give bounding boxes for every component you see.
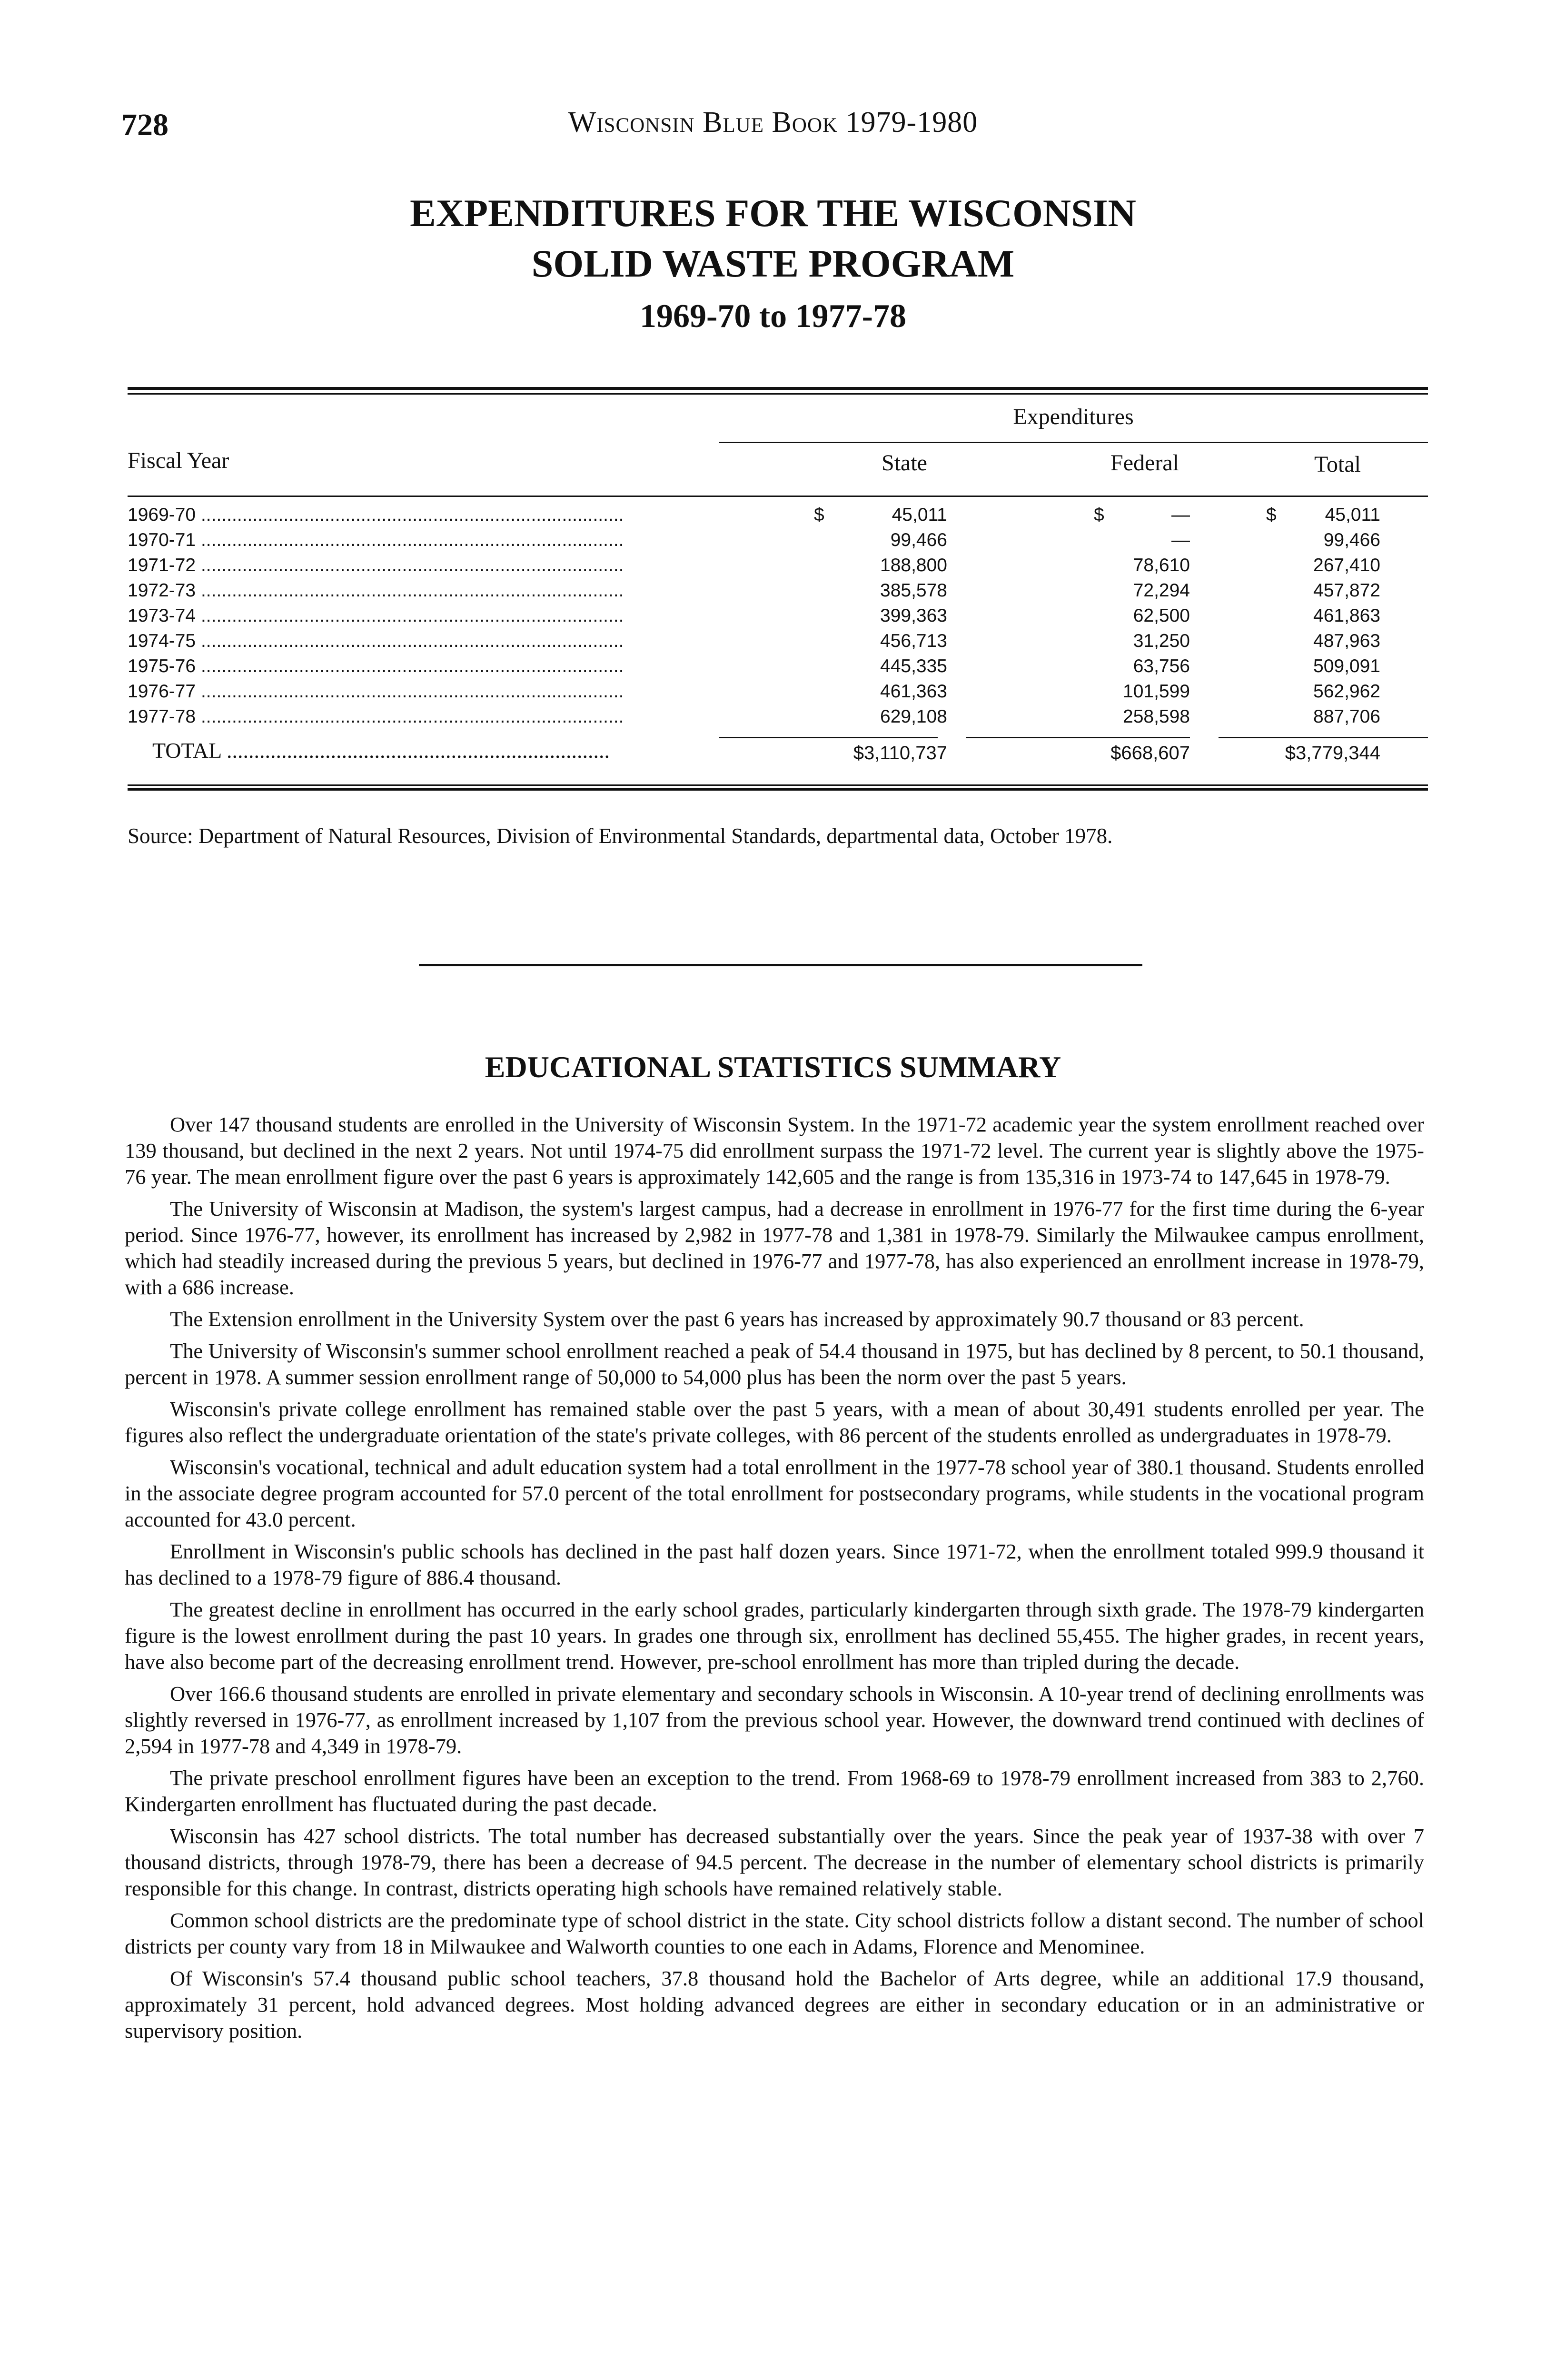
page-number: 728	[121, 108, 168, 142]
year-cell: 1969-70	[128, 505, 196, 525]
state-cell-row	[823, 527, 947, 553]
total-cell: 99,466	[1323, 530, 1380, 550]
federal-total: $668,607	[1110, 743, 1190, 764]
federal-cell: 78,610	[1133, 555, 1190, 575]
total-cell-row	[1266, 628, 1380, 654]
table-row-year: 1970-71 ..................................................................................	[128, 530, 624, 550]
year-cell: 1972-73	[128, 580, 196, 601]
total-dollar-sign: $	[1266, 505, 1277, 525]
total-cell-row	[1266, 679, 1380, 704]
total-cell: 509,091	[1313, 656, 1380, 676]
table-row-year: 1972-73 ..................................................................................	[128, 580, 624, 601]
state-cell-row	[823, 628, 947, 654]
year-cell: 1970-71	[128, 530, 196, 550]
year-cell: 1973-74	[128, 605, 196, 626]
grand-total: $3,779,344	[1285, 743, 1380, 764]
running-title: Wisconsin Blue Book 1979-1980	[568, 106, 978, 139]
state-cell: 45,011	[892, 505, 947, 525]
state-total: $3,110,737	[853, 743, 947, 764]
year-cell: 1975-76	[128, 656, 196, 676]
table-period: 1969-70 to 1977-78	[640, 298, 906, 335]
header-bottom-rule	[128, 496, 1428, 497]
state-column-header: State	[882, 450, 927, 476]
state-cell-row	[823, 654, 947, 679]
section-divider	[419, 964, 1142, 966]
federal-cell: 31,250	[1133, 631, 1190, 651]
federal-cell: —	[1171, 505, 1190, 525]
total-cell: 267,410	[1313, 555, 1380, 575]
state-cell-row	[823, 704, 947, 729]
total-cell-row	[1266, 603, 1380, 628]
total-column-header: Total	[1314, 452, 1361, 477]
total-cell: 461,863	[1313, 605, 1380, 626]
summary-paragraph: Of Wisconsin's 57.4 thousand public school teachers, 37.8 thousand hold the Bachelor of Arts degree, while an additional 17.9 thousand, approximately 31 percent, hold advanced degrees. Most holding advanced degrees are either in secondary education or in an administrative or supervisory position.	[125, 1966, 1424, 2043]
total-cell-row	[1266, 527, 1380, 553]
summary-paragraph: Over 166.6 thousand students are enrolled in private elementary and secondary schools in Wisconsin. A 10-year trend of declining enrollments was slightly reversed in 1976-77, as enrollment increased by 1,107 from the previous school year. However, the downward trend continued with declines of 2,594 in 1977-78 and 4,349 in 1978-79.	[125, 1682, 1424, 1758]
state-cell: 456,713	[880, 631, 947, 651]
federal-cell: 72,294	[1133, 580, 1190, 601]
federal-cell: 63,756	[1133, 656, 1190, 676]
total-row-label: TOTAL ......................................................................	[152, 738, 610, 763]
state-cell: 399,363	[880, 605, 947, 626]
federal-cell-row	[1095, 578, 1190, 603]
federal-cell: 62,500	[1133, 605, 1190, 626]
summary-body	[125, 1111, 1424, 2050]
table-row-year: 1976-77 ..................................................................................	[128, 681, 624, 702]
state-cell: 188,800	[880, 555, 947, 575]
federal-dollar-sign: $	[1094, 505, 1104, 525]
total-cell: 487,963	[1313, 631, 1380, 651]
state-column	[814, 502, 947, 729]
summary-paragraph: The private preschool enrollment figures have been an exception to the trend. From 1968-69 to 1978-79 enrollment increased from 383 to 2,760. Kindergarten enrollment has fluctuated during the past decade.	[125, 1766, 1424, 1816]
table-bottom-rule	[128, 784, 1428, 786]
table-row-year: 1971-72 ..................................................................................	[128, 555, 624, 575]
total-cell: 562,962	[1313, 681, 1380, 702]
year-cell: 1971-72	[128, 555, 196, 575]
source-note: Source: Department of Natural Resources, Division of Environmental Standards, departmental data, October 1978.	[128, 824, 1113, 848]
table-top-rule-thin	[128, 393, 1428, 395]
federal-cell-row	[1095, 679, 1190, 704]
state-cell: 99,466	[890, 530, 947, 550]
table-bottom-rule-thick	[128, 788, 1428, 791]
summary-paragraph: The Extension enrollment in the University System over the past 6 years has increased by approximately 90.7 thousand or 83 percent.	[170, 1307, 1304, 1331]
summary-paragraph: The greatest decline in enrollment has occurred in the early school grades, particularly kindergarten through sixth grade. The 1978-79 kindergarten figure is the lowest enrollment during the past 10 years. In grades one through six, enrollment has declined 55,455. The higher grades, in recent years, have also become part of the decreasing enrollment trend. However, pre-school enrollment has more than tripled during the decade.	[125, 1597, 1424, 1674]
state-cell-row	[814, 502, 947, 527]
total-cell: 457,872	[1313, 580, 1380, 601]
federal-subtotal-rule	[966, 737, 1190, 738]
year-cell: 1977-78	[128, 706, 196, 727]
federal-cell: —	[1171, 530, 1190, 550]
summary-paragraph: Wisconsin has 427 school districts. The total number has decreased substantially over the years. Since the peak year of 1937-38 with over 7 thousand districts, through 1978-79, there has been a decrease of 94.5 percent. The decrease in the number of elementary school districts is primarily responsible for this change. In contrast, districts operating high schools have remained relatively stable.	[125, 1824, 1424, 1900]
table-title	[0, 188, 1546, 289]
state-cell: 461,363	[880, 681, 947, 702]
federal-cell: 101,599	[1123, 681, 1190, 702]
expenditures-group-rule	[719, 442, 1428, 443]
federal-cell-row	[1095, 654, 1190, 679]
state-cell-row	[823, 603, 947, 628]
federal-column	[1095, 502, 1190, 729]
table-top-rule	[128, 387, 1428, 390]
federal-cell-row	[1095, 527, 1190, 553]
table-row-year: 1973-74 ..................................................................................	[128, 605, 624, 626]
summary-paragraph: Common school districts are the predominate type of school district in the state. City school districts follow a distant second. The number of school districts per county vary from 18 in Milwaukee and Walworth counties to one each in Adams, Florence and Menominee.	[125, 1908, 1424, 1958]
federal-column-header: Federal	[1110, 450, 1179, 476]
year-cell: 1974-75	[128, 631, 196, 651]
state-cell: 445,335	[880, 656, 947, 676]
total-cell-row	[1266, 502, 1380, 527]
federal-cell-row	[1095, 502, 1190, 527]
total-cell-row	[1266, 553, 1380, 578]
table-row-year: 1969-70 ..................................................................................	[128, 505, 624, 525]
total-label-text: TOTAL	[152, 738, 221, 763]
summary-paragraph: Wisconsin's private college enrollment has remained stable over the past 5 years, with a mean of about 30,491 students enrolled per year. The figures also reflect the undergraduate orientation of the state's private colleges, with 86 percent of the students enrolled as undergraduates in 1978-79.	[125, 1397, 1424, 1447]
total-subtotal-rule	[1219, 737, 1428, 738]
state-cell-row	[823, 679, 947, 704]
table-row-year: 1975-76 ..................................................................................	[128, 656, 624, 676]
state-cell-row	[823, 553, 947, 578]
federal-cell-row	[1095, 628, 1190, 654]
table-row-year: 1977-78 ..................................................................................	[128, 706, 624, 727]
state-cell: 629,108	[880, 706, 947, 727]
state-subtotal-rule	[719, 737, 938, 738]
federal-cell-row	[1095, 553, 1190, 578]
state-cell: 385,578	[880, 580, 947, 601]
section-title: EDUCATIONAL STATISTICS SUMMARY	[485, 1050, 1061, 1084]
table-row-year: 1974-75 ..................................................................................	[128, 631, 624, 651]
year-cell: 1976-77	[128, 681, 196, 702]
table-title-line-2: SOLID WASTE PROGRAM	[531, 242, 1015, 285]
federal-cell-row	[1095, 603, 1190, 628]
total-column	[1266, 502, 1380, 729]
summary-paragraph: Enrollment in Wisconsin's public schools has declined in the past half dozen years. Since 1971-72, when the enrollment totaled 999.9 thousand it has declined to a 1978-79 figure of 886.4 thousand.	[125, 1539, 1424, 1589]
total-cell: 887,706	[1313, 706, 1380, 727]
expenditures-group-header: Expenditures	[1013, 404, 1134, 429]
summary-paragraph: The University of Wisconsin's summer school enrollment reached a peak of 54.4 thousand in 1975, but has declined by 8 percent, to 50.1 thousand, percent in 1978. A summer session enrollment range of 50,000 to 54,000 plus has been the norm over the past 5 years.	[125, 1339, 1424, 1389]
summary-paragraph: Over 147 thousand students are enrolled in the University of Wisconsin System. In the 1971-72 academic year the system enrollment reached over 139 thousand, but declined in the next 2 years. Not until 1974-75 did enrollment surpass the 1971-72 level. The current year is slightly above the 1975-76 year. The mean enrollment figure over the past 6 years is approximately 142,605 and the range is from 135,316 in 1973-74 to 147,645 in 1978-79.	[125, 1112, 1424, 1189]
fiscal-year-column	[128, 502, 704, 729]
fiscal-year-header: Fiscal Year	[128, 448, 229, 473]
summary-paragraph: The University of Wisconsin at Madison, the system's largest campus, had a decrease in enrollment in 1976-77 for the first time during the 6-year period. Since 1976-77, however, its enrollment has increased by 2,982 in 1977-78 and 1,381 in 1978-79. Similarly the Milwaukee campus enrollment, which had steadily increased during the previous 5 years, but declined in 1976-77 and 1977-78, has also experienced an enrollment increase in 1978-79, with a 686 increase.	[125, 1197, 1424, 1299]
table-title-line-1: EXPENDITURES FOR THE WISCONSIN	[410, 191, 1136, 235]
federal-cell-row	[1095, 704, 1190, 729]
total-cell-row	[1266, 654, 1380, 679]
total-cell-row	[1266, 704, 1380, 729]
state-cell-row	[823, 578, 947, 603]
federal-cell: 258,598	[1123, 706, 1190, 727]
total-cell-row	[1266, 578, 1380, 603]
total-cell: 45,011	[1325, 505, 1380, 525]
summary-paragraph: Wisconsin's vocational, technical and adult education system had a total enrollment in the 1977-78 school year of 380.1 thousand. Students enrolled in the associate degree program accounted for 57.0 percent of the total enrollment for postsecondary programs, while students in the vocational program accounted for 43.0 percent.	[125, 1455, 1424, 1531]
state-dollar-sign: $	[814, 505, 824, 525]
